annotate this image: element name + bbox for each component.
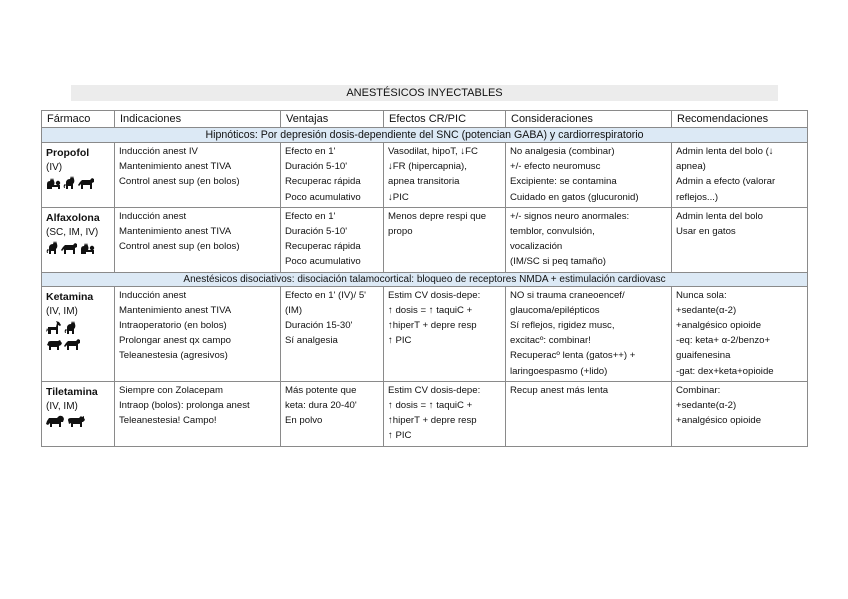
dog-icon xyxy=(78,177,95,190)
consideraciones-cell xyxy=(506,286,672,381)
header-consideraciones: Consideraciones xyxy=(506,111,672,128)
indicaciones-cell xyxy=(115,286,281,381)
efectos-cell-line: ↑ PIC xyxy=(388,430,412,442)
indicaciones-cell-line: Mantenimiento anest TIVA xyxy=(119,161,232,173)
indicaciones-cell-line: Intraoperatorio (en bolos) xyxy=(119,320,227,332)
section-label: Anestésicos disociativos: disociación talamocortical: bloqueo de receptores NMDA + estimulación cardiovasc xyxy=(42,272,808,286)
recomendaciones-cell xyxy=(672,381,808,446)
consideraciones-cell-line: Recuperacº lenta (gatos++) + xyxy=(510,350,636,362)
recomendaciones-cell-line: -gat: dex+keta+opioide xyxy=(676,365,774,377)
consideraciones-cell-line: temblor, convulsión, xyxy=(510,226,595,238)
indicaciones-cell-line: Teleanestesia! Campo! xyxy=(119,415,217,427)
ventajas-cell-line: En polvo xyxy=(285,415,323,427)
ventajas-cell-line: Sí analgesia xyxy=(285,335,338,347)
recomendaciones-cell-line: Admin lenta del bolo xyxy=(676,210,763,222)
indicaciones-cell-line: Control anest sup (en bolos) xyxy=(119,241,240,253)
consideraciones-cell-line: laringoespasmo (+lido) xyxy=(510,365,608,377)
bull-icon xyxy=(67,415,85,428)
efectos-cell-line: ↑ dosis = ↑ taquiC + xyxy=(388,400,473,412)
header-row xyxy=(42,111,808,128)
ventajas-cell-line: Poco acumulativo xyxy=(285,256,361,268)
consideraciones-cell xyxy=(506,143,672,208)
species-icons xyxy=(46,415,110,428)
horse-icon xyxy=(46,320,62,335)
drug-cell xyxy=(42,286,115,381)
recomendaciones-cell-line: reflejos...) xyxy=(676,191,719,203)
recomendaciones-cell-line: +sedante(α-2) xyxy=(676,400,737,412)
drug-name: Propofol xyxy=(46,147,90,159)
drug-route: (IV, IM) xyxy=(46,400,78,412)
ventajas-cell-line: Duración 15-30' xyxy=(285,320,353,332)
indicaciones-cell-line: Mantenimiento anest TIVA xyxy=(119,304,232,316)
recomendaciones-cell-line: guaifenesina xyxy=(676,350,731,362)
cat-icon xyxy=(64,321,77,335)
recomendaciones-cell-line: +sedante(α-2) xyxy=(676,304,737,316)
efectos-cell xyxy=(384,286,506,381)
indicaciones-cell-line: Siempre con Zolacepam xyxy=(119,384,223,396)
recomendaciones-cell-line: Admin a efecto (valorar xyxy=(676,176,776,188)
efectos-cell-line: Menos depre respi que xyxy=(388,210,487,222)
drug-cell xyxy=(42,207,115,272)
efectos-cell-line: ↑ PIC xyxy=(388,335,412,347)
indicaciones-cell xyxy=(115,381,281,446)
efectos-cell-line: propo xyxy=(388,226,413,238)
drug-row xyxy=(42,143,808,208)
ventajas-cell xyxy=(281,381,384,446)
lion-icon xyxy=(46,415,65,428)
recomendaciones-cell-line: -eq: keta+ α-2/benzo+ xyxy=(676,335,771,347)
drug-row xyxy=(42,207,808,272)
drug-cell xyxy=(42,381,115,446)
ventajas-cell-line: (IM) xyxy=(285,304,303,316)
section-row xyxy=(42,272,808,286)
section-row xyxy=(42,128,808,143)
efectos-cell xyxy=(384,207,506,272)
drug-cell xyxy=(42,143,115,208)
drug-row xyxy=(42,286,808,381)
consideraciones-cell-line: Excipiente: se contamina xyxy=(510,176,617,188)
indicaciones-cell-line: Inducción anest IV xyxy=(119,146,198,157)
efectos-cell-line: Estim CV dosis-depe: xyxy=(388,289,481,301)
ventajas-cell-line: keta: dura 20-40' xyxy=(285,400,357,412)
ventajas-cell-line: Efecto en 1' (IV)/ 5' xyxy=(285,289,366,301)
recomendaciones-cell-line: Admin lenta del bolo (↓ xyxy=(676,146,774,157)
drug-name: Alfaxolona xyxy=(46,211,100,224)
efectos-cell-line: Vasodilat, hipoT, ↓FC xyxy=(388,146,478,157)
ventajas-cell-line: Duración 5-10' xyxy=(285,226,348,238)
efectos-cell xyxy=(384,143,506,208)
consideraciones-cell-line: vocalización xyxy=(510,241,563,253)
ventajas-cell-line: Duración 5-10' xyxy=(285,161,348,173)
recomendaciones-cell-line: +analgésico opioide xyxy=(676,320,762,332)
recomendaciones-cell-line: Usar en gatos xyxy=(676,226,736,238)
indicaciones-cell-line: Intraop (bolos): prolonga anest xyxy=(119,400,250,412)
cat-icon xyxy=(63,176,76,190)
efectos-cell-line: ↑hiperT + depre resp xyxy=(388,320,477,332)
indicaciones-cell-line: Teleanestesia (agresivos) xyxy=(119,350,228,362)
indicaciones-cell-line: Mantenimiento anest TIVA xyxy=(119,226,232,238)
recomendaciones-cell-line: apnea) xyxy=(676,161,706,173)
anesthetics-table xyxy=(41,110,808,447)
consideraciones-cell-line: (IM/SC si peq tamaño) xyxy=(510,256,606,268)
recomendaciones-cell-line: Nunca sola: xyxy=(676,289,727,301)
consideraciones-cell xyxy=(506,381,672,446)
pig-icon xyxy=(46,339,62,351)
consideraciones-cell-line: excitacº: combinar! xyxy=(510,335,591,347)
drug-route: (SC, IM, IV) xyxy=(46,226,99,238)
efectos-cell-line: Estim CV dosis-depe: xyxy=(388,384,481,396)
efectos-cell xyxy=(384,381,506,446)
ventajas-cell-line: Efecto en 1' xyxy=(285,210,336,222)
consideraciones-cell-line: Cuidado en gatos (glucuronid) xyxy=(510,191,639,203)
header-farmaco: Fármaco xyxy=(42,111,115,128)
header-indicaciones: Indicaciones xyxy=(115,111,281,128)
efectos-cell-line: ↑ dosis = ↑ taquiC + xyxy=(388,304,473,316)
recomendaciones-cell-line: +analgésico opioide xyxy=(676,415,762,427)
efectos-cell-line: ↓FR (hipercapnia), xyxy=(388,161,467,173)
consideraciones-cell-line: No analgesia (combinar) xyxy=(510,146,615,157)
ventajas-cell xyxy=(281,286,384,381)
consideraciones-cell-line: +/- signos neuro anormales: xyxy=(510,210,630,222)
indicaciones-cell-line: Inducción anest xyxy=(119,289,187,301)
dog-icon xyxy=(61,242,78,255)
consideraciones-cell-line: NO si trauma craneoencef/ xyxy=(510,289,625,301)
dog-cat-icon xyxy=(80,241,95,255)
ventajas-cell-line: Efecto en 1' xyxy=(285,146,336,157)
header-recomendaciones: Recomendaciones xyxy=(672,111,808,128)
drug-name: Ketamina xyxy=(46,290,94,303)
indicaciones-cell-line: Control anest sup (en bolos) xyxy=(119,176,240,188)
efectos-cell-line: apnea transitoria xyxy=(388,176,460,188)
efectos-cell-line: ↑hiperT + depre resp xyxy=(388,415,477,427)
consideraciones-cell-line: +/- efecto neuromusc xyxy=(510,161,601,173)
ventajas-cell-line: Más potente que xyxy=(285,384,357,396)
ventajas-cell xyxy=(281,143,384,208)
consideraciones-cell xyxy=(506,207,672,272)
species-icons xyxy=(46,241,110,255)
indicaciones-cell-line: Inducción anest xyxy=(119,210,187,222)
indicaciones-cell-line: Prolongar anest qx campo xyxy=(119,335,231,347)
recomendaciones-cell xyxy=(672,143,808,208)
dog-cat-icon xyxy=(46,176,61,190)
ventajas-cell-line: Poco acumulativo xyxy=(285,191,361,203)
consideraciones-cell-line: glaucoma/epilépticos xyxy=(510,304,600,316)
consideraciones-cell-line: Recup anest más lenta xyxy=(510,384,609,396)
indicaciones-cell xyxy=(115,207,281,272)
ventajas-cell-line: Recuperac rápida xyxy=(285,176,361,188)
drug-route: (IV, IM) xyxy=(46,305,78,317)
efectos-cell-line: ↓PIC xyxy=(388,191,409,203)
header-ventajas: Ventajas xyxy=(281,111,384,128)
species-icons xyxy=(46,320,84,351)
drug-row xyxy=(42,381,808,446)
drug-name: Tiletamina xyxy=(46,385,98,398)
recomendaciones-cell xyxy=(672,286,808,381)
page-title: ANESTÉSICOS INYECTABLES xyxy=(71,85,778,101)
consideraciones-cell-line: Sí reflejos, rigidez musc, xyxy=(510,320,615,332)
cat-icon xyxy=(46,241,59,255)
drug-route: (IV) xyxy=(46,162,63,173)
recomendaciones-cell xyxy=(672,207,808,272)
section-label: Hipnóticos: Por depresión dosis-dependiente del SNC (potencian GABA) y cardiorrespiratorio xyxy=(42,128,808,143)
species-icons xyxy=(46,176,110,190)
indicaciones-cell xyxy=(115,143,281,208)
ventajas-cell-line: Recuperac rápida xyxy=(285,241,361,253)
header-efectos: Efectos CR/PIC xyxy=(384,111,506,128)
recomendaciones-cell-line: Combinar: xyxy=(676,384,721,396)
ventajas-cell xyxy=(281,207,384,272)
dog-icon xyxy=(64,338,81,351)
